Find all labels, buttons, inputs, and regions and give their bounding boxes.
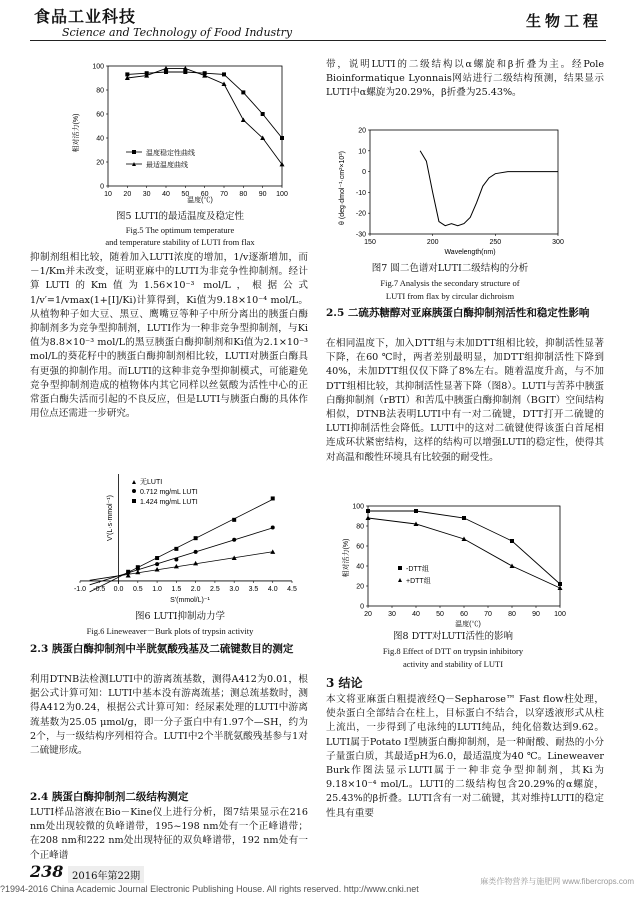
fig5-plot-frame xyxy=(108,66,282,186)
fig5-ytick-label-2: 40 xyxy=(96,135,104,143)
fig5-ytick-label-0: 0 xyxy=(100,183,104,191)
fig7-ytick-label-4: 10 xyxy=(358,148,366,156)
fig8-point-0-0 xyxy=(366,509,370,513)
fig7-xtick-label-2: 250 xyxy=(489,239,502,246)
fig8-xlabel: 温度(℃) xyxy=(455,621,481,628)
fig8-xtick-label-0: 20 xyxy=(364,611,372,618)
fig5-xtick-label-9: 100 xyxy=(276,191,288,198)
journal-title-cn: 食品工业科技 xyxy=(34,7,137,26)
section-2-4-text: LUTI样品溶液在Bio－Kine仪上进行分析，图7结果显示在216 nm处出现较微的负峰谱带，195~198 nm处有一个正峰谱带；在208 nm和222 nm处出现特征的双负峰谱带，192 nm处有一个正峰谱 xyxy=(30,807,308,861)
fig5-xtick-label-3: 40 xyxy=(162,191,170,198)
fig6-xtick-label-5: 1.5 xyxy=(171,585,182,593)
fig5-xtick-label-1: 20 xyxy=(123,191,132,198)
fig8-chart xyxy=(338,500,568,630)
fig5-point-0-5 xyxy=(222,72,226,76)
fig7-ylabel: θ (deg·dmol⁻¹·cm²×10³) xyxy=(339,151,346,225)
fig5-xtick-label-5: 60 xyxy=(200,191,209,198)
header-rule xyxy=(30,40,606,41)
fig8-legend xyxy=(398,565,431,585)
fig6-point-2-6 xyxy=(271,496,275,500)
section-2-4-heading: 2.4 胰蛋白酶抑制剂二级结构测定 xyxy=(30,791,189,803)
page-number: 238 xyxy=(30,862,64,881)
fig6-xtick-label-4: 1.0 xyxy=(152,585,162,593)
fig7-xlabel: Wavelength(nm) xyxy=(444,249,496,256)
fig7-caption-en-2: LUTI from flax by circular dichroism xyxy=(385,291,515,301)
fig6-point-2-4 xyxy=(194,536,198,540)
fig5-xtick-label-4: 50 xyxy=(181,191,190,198)
fig8-ytick-label-0: 0 xyxy=(360,603,364,611)
fig8-ytick-label-1: 20 xyxy=(356,583,364,591)
fig8-point-0-3 xyxy=(510,539,514,543)
fig8-point-0-4 xyxy=(558,582,562,586)
fig7-ytick-label-5: 20 xyxy=(358,127,366,135)
fig6-caption-en: Fig.6 Lineweaver－Burk plots of trypsin activity xyxy=(86,626,254,636)
fig6-point-2-5 xyxy=(232,518,236,522)
fig8-legend-1: -DTT组 xyxy=(406,566,429,573)
fig5-legend xyxy=(126,148,195,169)
fig6-point-1-5 xyxy=(232,538,236,542)
section-2-3-heading: 2.3 胰蛋白酶抑制剂中半胱氨酸残基及二硫键数目的测定 xyxy=(30,643,294,655)
fig6-legend-2: 0.712 mg/mL LUTI xyxy=(140,489,198,496)
fig8-plot-frame xyxy=(368,506,560,606)
fig6-xtick-label-1: -0.5 xyxy=(93,585,106,593)
fig8-xtick-label-6: 80 xyxy=(508,611,516,618)
fig8-ytick-label-3: 60 xyxy=(356,543,364,551)
fig8-point-0-2 xyxy=(462,516,466,520)
fig5-legend-1: 温度稳定性曲线 xyxy=(146,150,195,157)
fig5-xtick-label-6: 70 xyxy=(220,191,228,198)
fig8-xtick-label-7: 90 xyxy=(532,611,540,618)
fig6-xtick-label-8: 3.0 xyxy=(229,585,240,593)
fig5-ytick-label-4: 80 xyxy=(96,87,104,95)
fig8-ytick-label-2: 40 xyxy=(356,563,364,571)
fig8-xtick-label-5: 70 xyxy=(484,611,492,618)
fig6-fit-line-2 xyxy=(90,499,273,591)
fig5-ylabel: 相对活力(%) xyxy=(73,113,80,153)
fig6-xtick-label-7: 2.5 xyxy=(210,585,220,593)
fig8-xtick-label-3: 50 xyxy=(436,611,444,618)
fig6-xtick-label-0: -1.0 xyxy=(73,585,87,593)
fig7-xtick-label-1: 200 xyxy=(426,239,439,246)
fig6-xtick-label-6: 2.0 xyxy=(190,585,201,593)
fig5-ytick-label-5: 100 xyxy=(92,63,104,71)
fig5-ytick-label-3: 60 xyxy=(96,111,104,119)
fig7-ytick-label-2: -10 xyxy=(355,189,366,197)
copyright-footer: ?1994-2016 China Academic Journal Electronic Publishing House. All rights reserved. http://www.cnki.net xyxy=(0,884,419,894)
fig6-chart xyxy=(60,468,300,608)
fig6-point-1-2 xyxy=(155,562,159,566)
fig6-xtick-label-2: 0.0 xyxy=(113,585,124,593)
right-paragraph-0: 带，说明LUTI的二级结构以α螺旋和β折叠为主。经Pole Bioinformatique Lyonnais网站进行二级结构预测，结果显示LUTI中α螺旋为20.29%，β折叠为25.43%。 xyxy=(326,59,604,99)
fig6-point-2-2 xyxy=(155,556,159,560)
fig6-point-1-6 xyxy=(271,525,275,529)
fig5-series-line-0 xyxy=(127,72,282,138)
fig7-xtick-label-3: 300 xyxy=(552,239,564,246)
fig8-point-1-4 xyxy=(558,586,563,591)
fig6-legend-1: 无LUTI xyxy=(140,479,163,486)
fig7-ytick-label-1: -20 xyxy=(355,210,366,218)
fig8-point-1-0 xyxy=(366,516,371,521)
fig5-legend-2: 最适温度曲线 xyxy=(146,162,188,169)
fig7-chart xyxy=(330,122,570,262)
fig6-point-2-0 xyxy=(126,570,130,574)
fig6-caption-cn: 图6 LUTI抑制动力学 xyxy=(135,611,225,622)
fig6-legend xyxy=(132,478,198,506)
fig7-ytick-label-3: 0 xyxy=(362,169,366,177)
left-paragraph-1: 抑制剂组相比较，随着加入LUTI浓度的增加，1/v逐渐增加，而－1/Km并未改变，证明亚麻中的LUTI为非竞争性抑制剂。经计算LUTI的Km值为1.56×10⁻³ mol/L，根据公式1/v′=1/vmax(1+[I]/Ki)计算得到，Ki值为9.18×10⁻⁴ mol/L。从植物种子如大豆、黑豆、鹰嘴豆等种子中所分离出的胰蛋白酶抑制剂多为竞争型抑制剂，LUTI作为一种非竞争型抑制剂，与Ki值为8.8×10⁻³ mol/L的黑豆胰蛋白酶抑制剂和Ki值为2.1×10⁻³ mol/L的葵花籽中的胰蛋白酶抑制剂相比较，LUTI对胰蛋白酶具有更强的抑制作用。而LUTI的这种非竞争型抑制模式，可能避免竞争型抑制剂造成的植物体内其它同样以丝氨酸为活性中心的正常蛋白酶失活而引起的不良反应，但是LUTI与胰蛋白酶的具体作用位点还需进一步研究。 xyxy=(30,252,308,420)
fig8-point-1-3 xyxy=(510,564,515,569)
fig7-caption-cn: 图7 圆二色谱对LUTI二级结构的分析 xyxy=(371,263,529,274)
fig6-xlabel: S'(mmol/L)⁻¹ xyxy=(170,597,210,604)
fig8-ytick-label-5: 100 xyxy=(352,503,364,511)
fig5-point-0-2 xyxy=(164,70,168,74)
fig8-ytick-label-4: 80 xyxy=(356,523,364,531)
journal-title-en: Science and Technology of Food Industry xyxy=(62,26,293,39)
fig8-caption-en-2: activity and stability of LUTI xyxy=(402,659,504,669)
section-2-5-heading: 2.5 二硫苏糖醇对亚麻胰蛋白酶抑制剂活性和稳定性影响 xyxy=(326,307,590,319)
fig8-xtick-label-4: 60 xyxy=(460,611,468,618)
section-name: 生物工程 xyxy=(525,12,602,30)
fig8-caption-cn: 图8 DTT对LUTI活性的影响 xyxy=(393,631,513,642)
fig5-point-0-8 xyxy=(280,136,284,140)
fig5-point-0-6 xyxy=(241,90,245,94)
fig6-xtick-label-9: 3.5 xyxy=(248,585,259,593)
fig5-xtick-label-0: 10 xyxy=(104,191,112,198)
fig8-series-line-1 xyxy=(368,518,560,588)
fig8-xtick-label-1: 30 xyxy=(388,611,396,618)
fig7-ytick-label-0: -30 xyxy=(355,231,366,239)
issue-label: 2016年第22期 xyxy=(68,866,144,883)
section-2-3-text: 利用DTNB法检测LUTI中的游离巯基数，测得A412为0.01，根据公式计算可知：LUTI中基本没有游离巯基；测总巯基数时，测得A412为0.24，根据公式计算可知：经尿素处理的LUTI中游离巯基数为25.05 μmol/g，即一分子蛋白中有1.97个—SH，约为2个，与一级结构序列相符合。LUTI中2个半胱氨酸残基参与1对二硫键形成。 xyxy=(30,674,308,757)
fig6-xtick-label-3: 0.5 xyxy=(132,585,143,593)
fig8-point-0-1 xyxy=(414,509,418,513)
fig6-legend-3: 1.424 mg/mL LUTI xyxy=(140,499,198,506)
fig5-ytick-label-1: 20 xyxy=(96,159,104,167)
fig7-xtick-label-0: 150 xyxy=(364,239,376,246)
fig5-xtick-label-2: 30 xyxy=(142,191,151,198)
section-2-5-text: 在相同温度下，加入DTT组与未加DTT组相比较，抑制活性显著下降，在60 ℃时，两者差别最明显，加DTT组抑制活性下降到40%，未加DTT组仅仅下降了8%左右。随着温度升高，与不加DTT组相比较，其抑制活性显著下降（图8）。LUTI与苦荞中胰蛋白酶抑制剂（rBTI）和苦瓜中胰蛋白酶抑制剂（BGIT）空间结构相似，DTNB法表明LUTI中有一对二硫键，DTT打开二硫键的LUTI抑制活性会降低。LUTI中的这对二硫键使得该蛋白首尾相连成环状紧密结构，这样的结构可以增强LUTI的稳定性，使得其对高温和酸性环境具有比较强的耐受性。 xyxy=(326,338,604,463)
fig6-point-2-1 xyxy=(136,565,140,569)
fig7-plot-frame xyxy=(370,130,558,234)
fig5-chart xyxy=(70,58,290,208)
fig6-ylabel: V'(L·s·mmol⁻¹) xyxy=(107,495,114,541)
fig8-ylabel: 相对活力(%) xyxy=(343,538,350,578)
fig5-xtick-label-8: 90 xyxy=(258,191,267,198)
fig8-legend-2: +DTT组 xyxy=(406,578,431,585)
fig5-xtick-label-7: 80 xyxy=(239,191,248,198)
fig6-point-1-3 xyxy=(174,558,178,562)
watermark: 麻类作物营养与施肥网 www.fibercrops.com xyxy=(480,877,634,886)
fig6-xtick-label-10: 4.0 xyxy=(267,585,278,593)
fig8-xtick-label-8: 100 xyxy=(554,611,566,618)
fig8-xtick-label-2: 40 xyxy=(412,611,420,618)
fig5-caption-en-1: Fig.5 The optimum temperature xyxy=(125,225,235,235)
fig5-caption-cn: 图5 LUTI的最适温度及稳定性 xyxy=(116,211,244,222)
fig7-cd-curve xyxy=(420,151,558,226)
fig7-caption-en-1: Fig.7 Analysis the secondary structure of xyxy=(380,278,520,288)
fig6-point-2-3 xyxy=(174,547,178,551)
fig5-point-1-5 xyxy=(222,82,227,87)
fig5-point-0-7 xyxy=(261,112,265,116)
fig5-point-1-6 xyxy=(241,118,246,123)
fig6-xtick-label-11: 4.5 xyxy=(287,585,297,593)
fig5-xlabel: 温度(℃) xyxy=(187,197,213,204)
fig5-caption-en-2: and temperature stability of LUTI from flax xyxy=(105,237,255,247)
fig8-caption-en-1: Fig.8 Effect of DTT on trypsin inhibitory xyxy=(382,646,524,656)
section-3-heading: 3 结论 xyxy=(326,676,363,690)
fig6-point-1-4 xyxy=(194,550,198,554)
fig5-point-0-3 xyxy=(183,70,187,74)
conclusion-text: 本文将亚麻蛋白粗提液经Q－Sepharose™ Fast flow柱处理，使杂蛋白全部结合在柱上，目标蛋白不结合，以穿透液形式从柱上流出，一步得到了电泳纯的LUTI纯品，纯化倍数达到9.62。LUTI属于Potato I型胰蛋白酶抑制剂，是一种耐酸、耐热的小分子量蛋白质，其最适pH为6.0，最适温度为40 ℃。Lineweaver Burk作图法显示LUTI属于一种非竞争型抑制剂，其Ki为9.18×10⁻⁴ mol/L。LUTI的二级结构包含20.29%的α螺旋，25.43%的β折叠。LUTI含有一对二硫键，其对维持LUTI的稳定性具有重要 xyxy=(326,694,604,819)
